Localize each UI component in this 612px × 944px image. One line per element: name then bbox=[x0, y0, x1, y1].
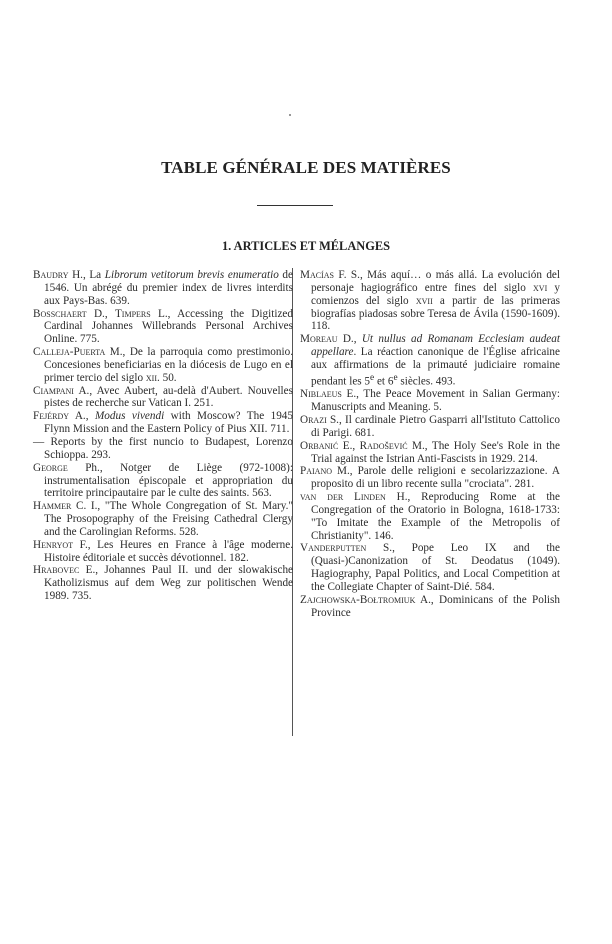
left-column bbox=[33, 269, 293, 603]
section-heading: 1. ARTICLES ET MÉLANGES bbox=[221, 239, 391, 253]
index-entry: Henryot F., Les Heures en France à l'âge moderne. Histoire éditoriale et succès dévotionnel. 182. bbox=[33, 538, 293, 564]
page-speck bbox=[289, 114, 291, 116]
right-column bbox=[300, 269, 560, 620]
index-entry: Ciampani A., Avec Aubert, au-delà d'Aubert. Nouvelles pistes de recherche sur Vatican I. 251. bbox=[33, 384, 293, 410]
index-entry: Baudry H., La Librorum vetitorum brevis enumeratio de 1546. Un abrégé du premier index de livres interdits aux Pays-Bas. 639. bbox=[33, 269, 293, 307]
index-entry: — Reports by the first nuncio to Budapest, Lorenzo Schioppa. 293. bbox=[33, 435, 293, 461]
page-title: TABLE GÉNÉRALE DES MATIÈRES bbox=[161, 158, 451, 177]
index-entry: Orbanić E., Radošević M., The Holy See's Role in the Trial against the Istrian Anti-Fascists in 1929. 214. bbox=[300, 439, 560, 465]
index-entry: Hrabovec E., Johannes Paul II. und der slowakische Katholizismus auf dem Weg zur politischen Wende 1989. 735. bbox=[33, 564, 293, 603]
index-entry: Moreau D., Ut nullus ad Romanam Ecclesiam audeat appellare. La réaction canonique de l'Église africaine aux affirmations de la primauté judiciaire romaine pendant les 5e et 6e siècles. 493. bbox=[300, 333, 560, 388]
index-entry: Fejérdy A., Modus vivendi with Moscow? The 1945 Flynn Mission and the Eastern Policy of Pius XII. 711. bbox=[33, 410, 293, 436]
index-entry: Macías F. S., Más aquí… o más allá. La evolución del personaje hagiográfico entre fines del siglo xvi y comienzos del siglo xvii a partir de las primeras biografías piadosas sobre Teresa de Ávila (1590-1609). 118. bbox=[300, 269, 561, 333]
title-rule bbox=[257, 205, 333, 206]
index-entry: Niblaeus E., The Peace Movement in Salian Germany: Manuscripts and Meaning. 5. bbox=[300, 388, 560, 414]
index-entry: Calleja-Puerta M., De la parroquia como prestimonio. Concesiones beneficiarias en la diócesis de Lugo en el primer tercio del siglo xii. 50. bbox=[33, 346, 293, 384]
index-entry: Orazi S., Il cardinale Pietro Gasparri all'Istituto Cattolico di Parigi. 681. bbox=[300, 414, 560, 439]
index-entry: van der Linden H., Reproducing Rome at the Congregation of the Oratorio in Bologna, 1618-1733: "To Imitate the Example of the Metropolis of Christianity". 146. bbox=[300, 491, 560, 542]
index-entry: Paiano M., Parole delle religioni e secolarizzazione. A proposito di un libro recente sulla "crociata". 281. bbox=[300, 465, 560, 491]
index-entry: Hammer C. I., "The Whole Congregation of St. Mary." The Prosopography of the Freising Cathedral Clergy and the Carolingian Reforms. 528. bbox=[33, 500, 293, 538]
index-entry: Bosschaert D., Timpers L., Accessing the Digitized Cardinal Johannes Willebrands Personal Archives Online. 775. bbox=[33, 307, 293, 346]
index-entry: Vanderputten S., Pope Leo IX and the (Quasi-)Canonization of St. Deodatus (1049). Hagiography, Papal Politics, and Local Competition at the Collegiate Chapter of Saint-Dié. 584. bbox=[300, 542, 560, 593]
index-entry: Zajchowska-Bołtromiuk A., Dominicans of the Polish Province bbox=[300, 593, 560, 619]
index-entry: George Ph., Notger de Liège (972-1008): instrumentalisation épiscopale et appropriation du territoire principautaire par le culte des saints. 563. bbox=[33, 461, 293, 500]
